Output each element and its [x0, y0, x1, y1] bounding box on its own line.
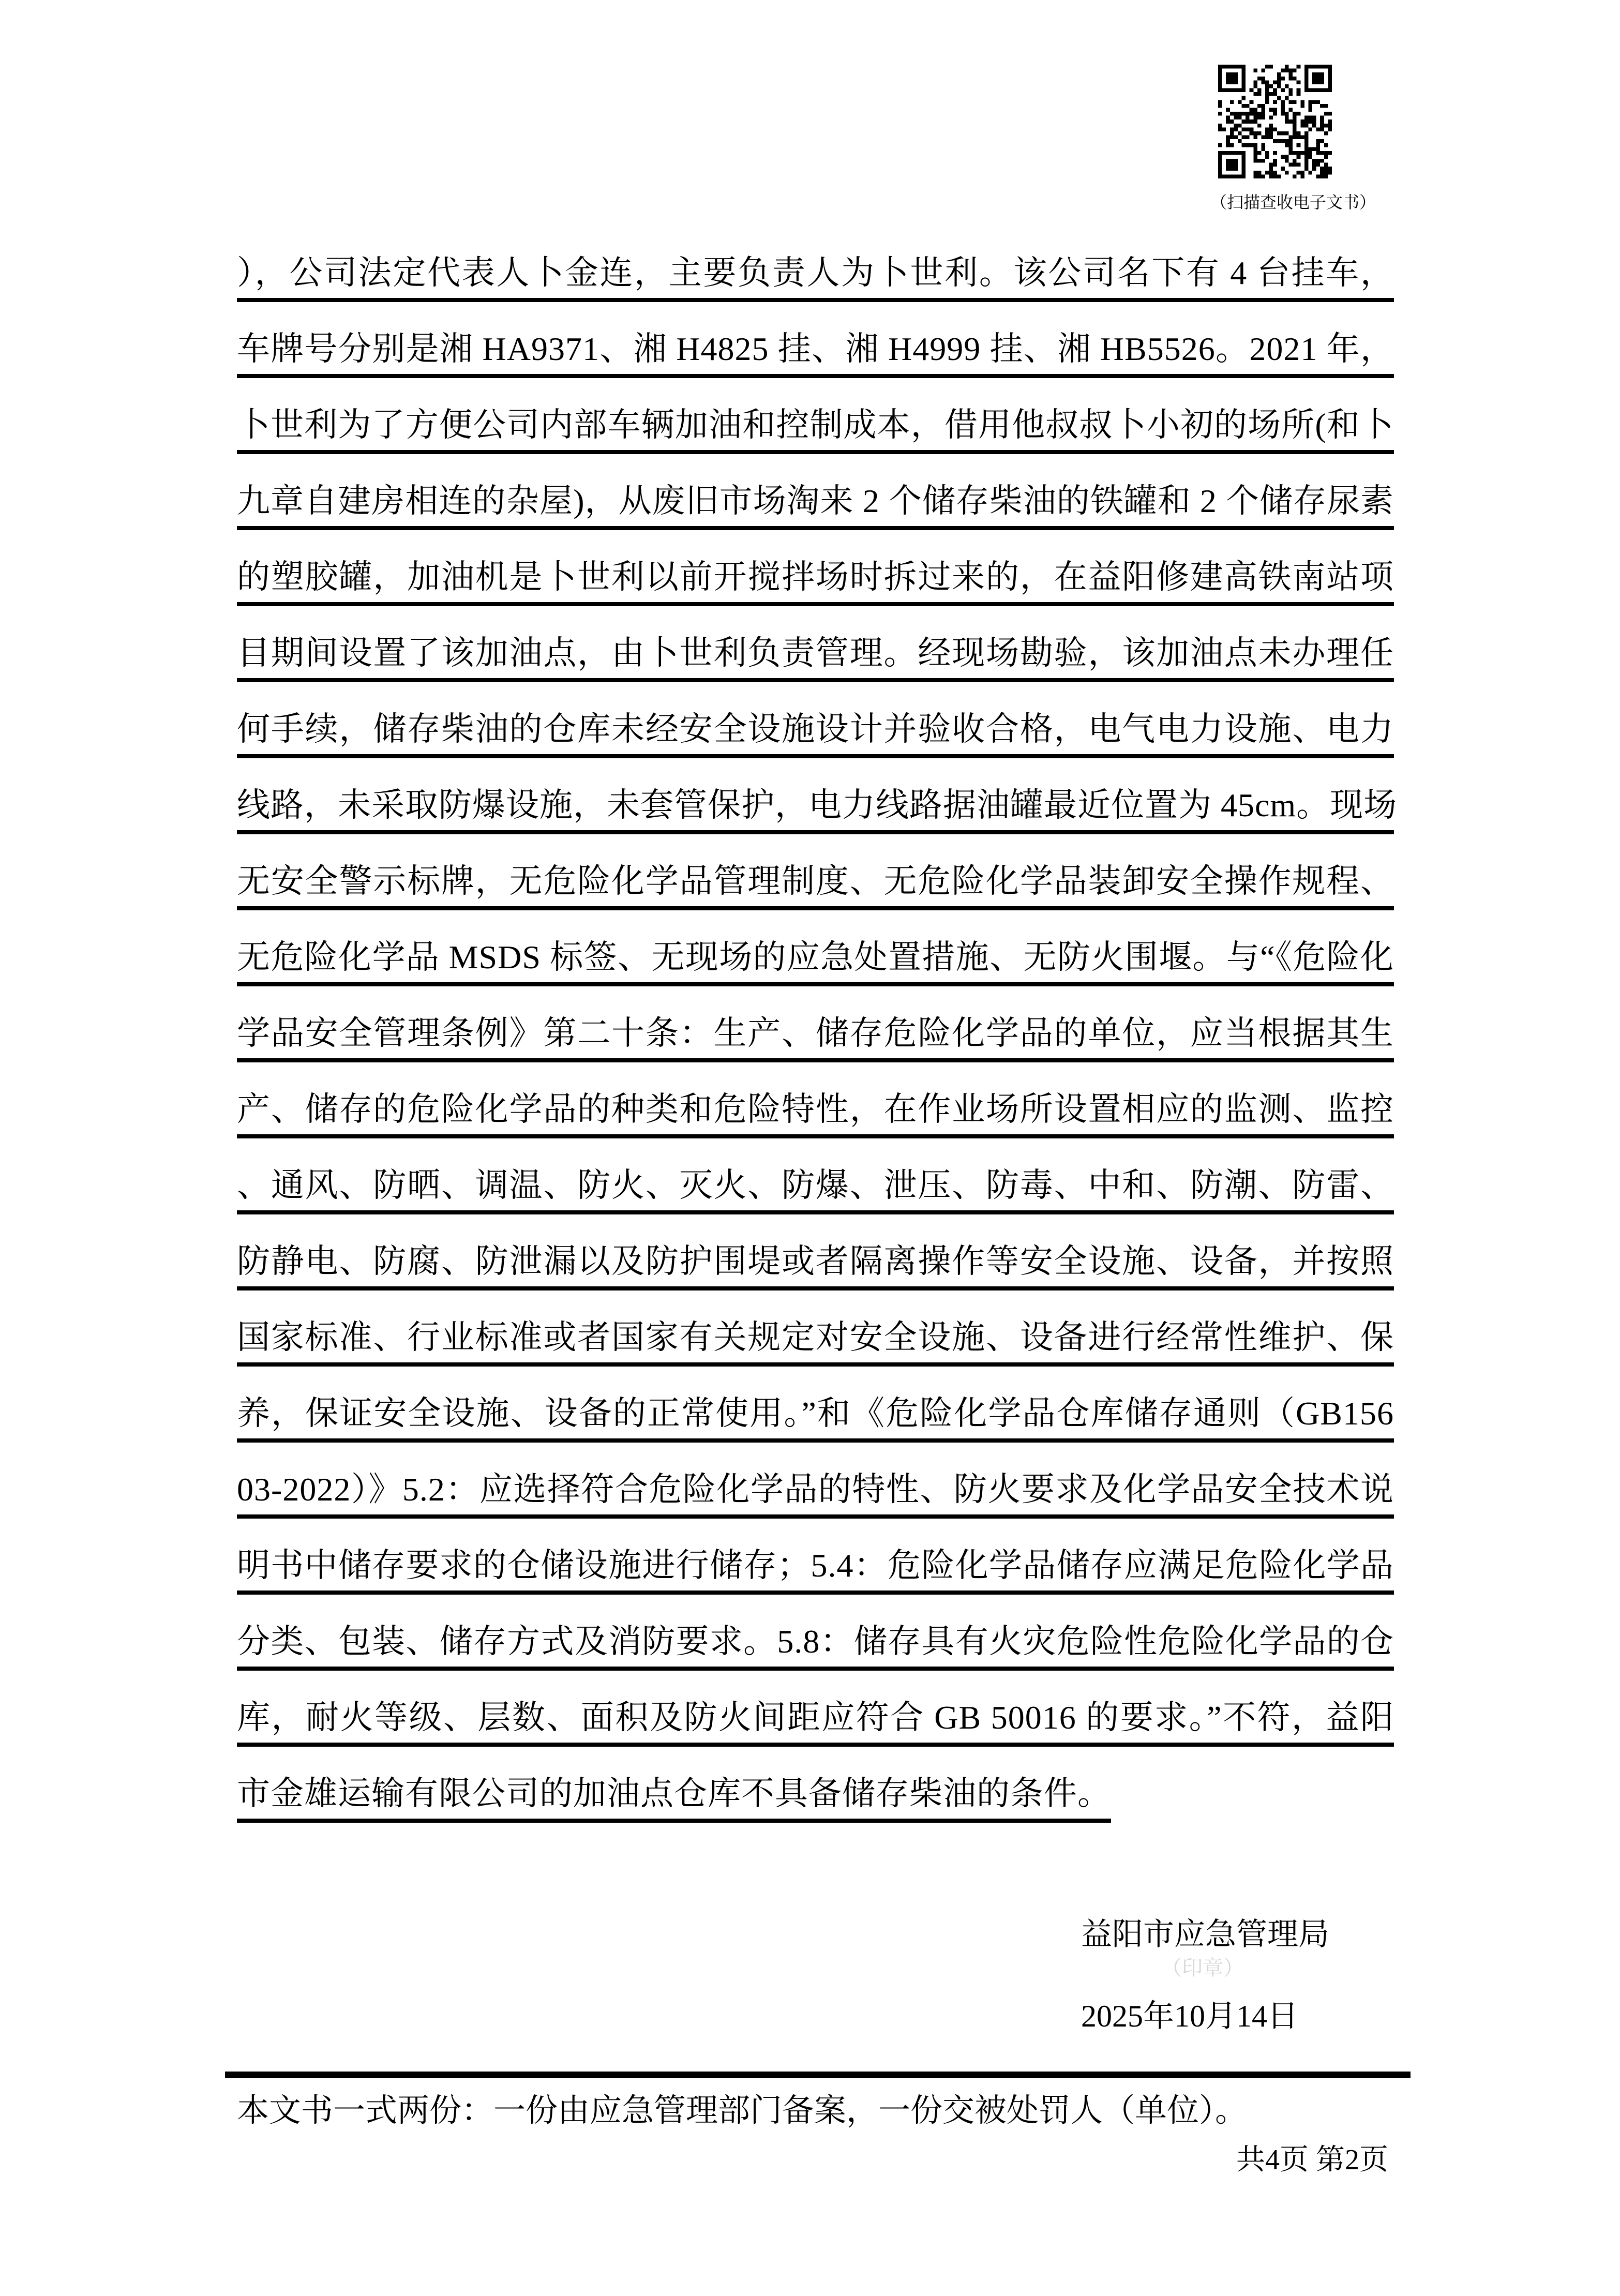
seal-placeholder: （印章） [1161, 1956, 1244, 1979]
footer-note: 本文书一式两份：一份由应急管理部门备案，一份交被处罚人（单位）。 [237, 2093, 1248, 2128]
body-line: 的塑胶罐，加油机是卜世利以前开搅拌场时拆过来的，在益阳修建高铁南站项 [237, 530, 1394, 606]
body-line: 何手续，储存柴油的仓库未经安全设施设计并验收合格，电气电力设施、电力 [237, 682, 1394, 758]
body-line: 市金雄运输有限公司的加油点仓库不具备储存柴油的条件。 [237, 1747, 1394, 1819]
body-line: 无危险化学品 MSDS 标签、无现场的应急处置措施、无防火围堰。与“《危险化 [237, 910, 1394, 986]
body-line: 线路，未采取防爆设施，未套管保护，电力线路据油罐最近位置为 45cm。现场 [237, 758, 1394, 834]
body-line: 产、储存的危险化学品的种类和危险特性，在作业场所设置相应的监测、监控 [237, 1062, 1394, 1138]
body-line: 国家标准、行业标准或者国家有关规定对安全设施、设备进行经常性维护、保 [237, 1290, 1394, 1367]
qr-code-icon [1218, 65, 1332, 178]
body-line: ），公司法定代表人卜金连，主要负责人为卜世利。该公司名下有 4 台挂车， [237, 226, 1394, 302]
document-body [237, 226, 1398, 1819]
body-line: 学品安全管理条例》第二十条：生产、储存危险化学品的单位，应当根据其生 [237, 986, 1394, 1062]
signature-block [1081, 1914, 1340, 2037]
body-line: 卜世利为了方便公司内部车辆加油和控制成本，借用他叔叔卜小初的场所(和卜 [237, 378, 1394, 454]
body-line: 无安全警示标牌，无危险化学品管理制度、无危险化学品装卸安全操作规程、 [237, 834, 1394, 910]
qr-block [1210, 65, 1376, 212]
footer-divider [225, 2072, 1411, 2078]
qr-caption: （扫描查收电子文书） [1210, 193, 1376, 212]
body-line: 养，保证安全设施、设备的正常使用。”和《危险化学品仓库储存通则（GB156 [237, 1367, 1394, 1443]
body-line: 目期间设置了该加油点，由卜世利负责管理。经现场勘验，该加油点未办理任 [237, 606, 1394, 682]
body-line: 03-2022）》5.2：应选择符合危险化学品的特性、防火要求及化学品安全技术说 [237, 1443, 1394, 1519]
issue-date: 2025年10月14日 [1081, 1999, 1298, 2033]
body-line: 、通风、防晒、调温、防火、灭火、防爆、泄压、防毒、中和、防潮、防雷、 [237, 1138, 1394, 1214]
body-line: 九章自建房相连的杂屋)，从废旧市场淘来 2 个储存柴油的铁罐和 2 个储存尿素 [237, 454, 1394, 530]
body-line: 明书中储存要求的仓储设施进行储存；5.4：危险化学品储存应满足危险化学品 [237, 1519, 1394, 1595]
issuing-agency: 益阳市应急管理局 [1081, 1917, 1329, 1952]
body-line: 防静电、防腐、防泄漏以及防护围堤或者隔离操作等安全设施、设备，并按照 [237, 1214, 1394, 1290]
body-line: 车牌号分别是湘 HA9371、湘 H4825 挂、湘 H4999 挂、湘 HB5526。2021 年， [237, 302, 1394, 378]
body-line: 库，耐火等级、层数、面积及防火间距应符合 GB 50016 的要求。”不符，益阳 [237, 1671, 1394, 1747]
body-line: 分类、包装、储存方式及消防要求。5.8：储存具有火灾危险性危险化学品的仓 [237, 1595, 1394, 1671]
page-number: 共4页 第2页 [1236, 2144, 1388, 2176]
